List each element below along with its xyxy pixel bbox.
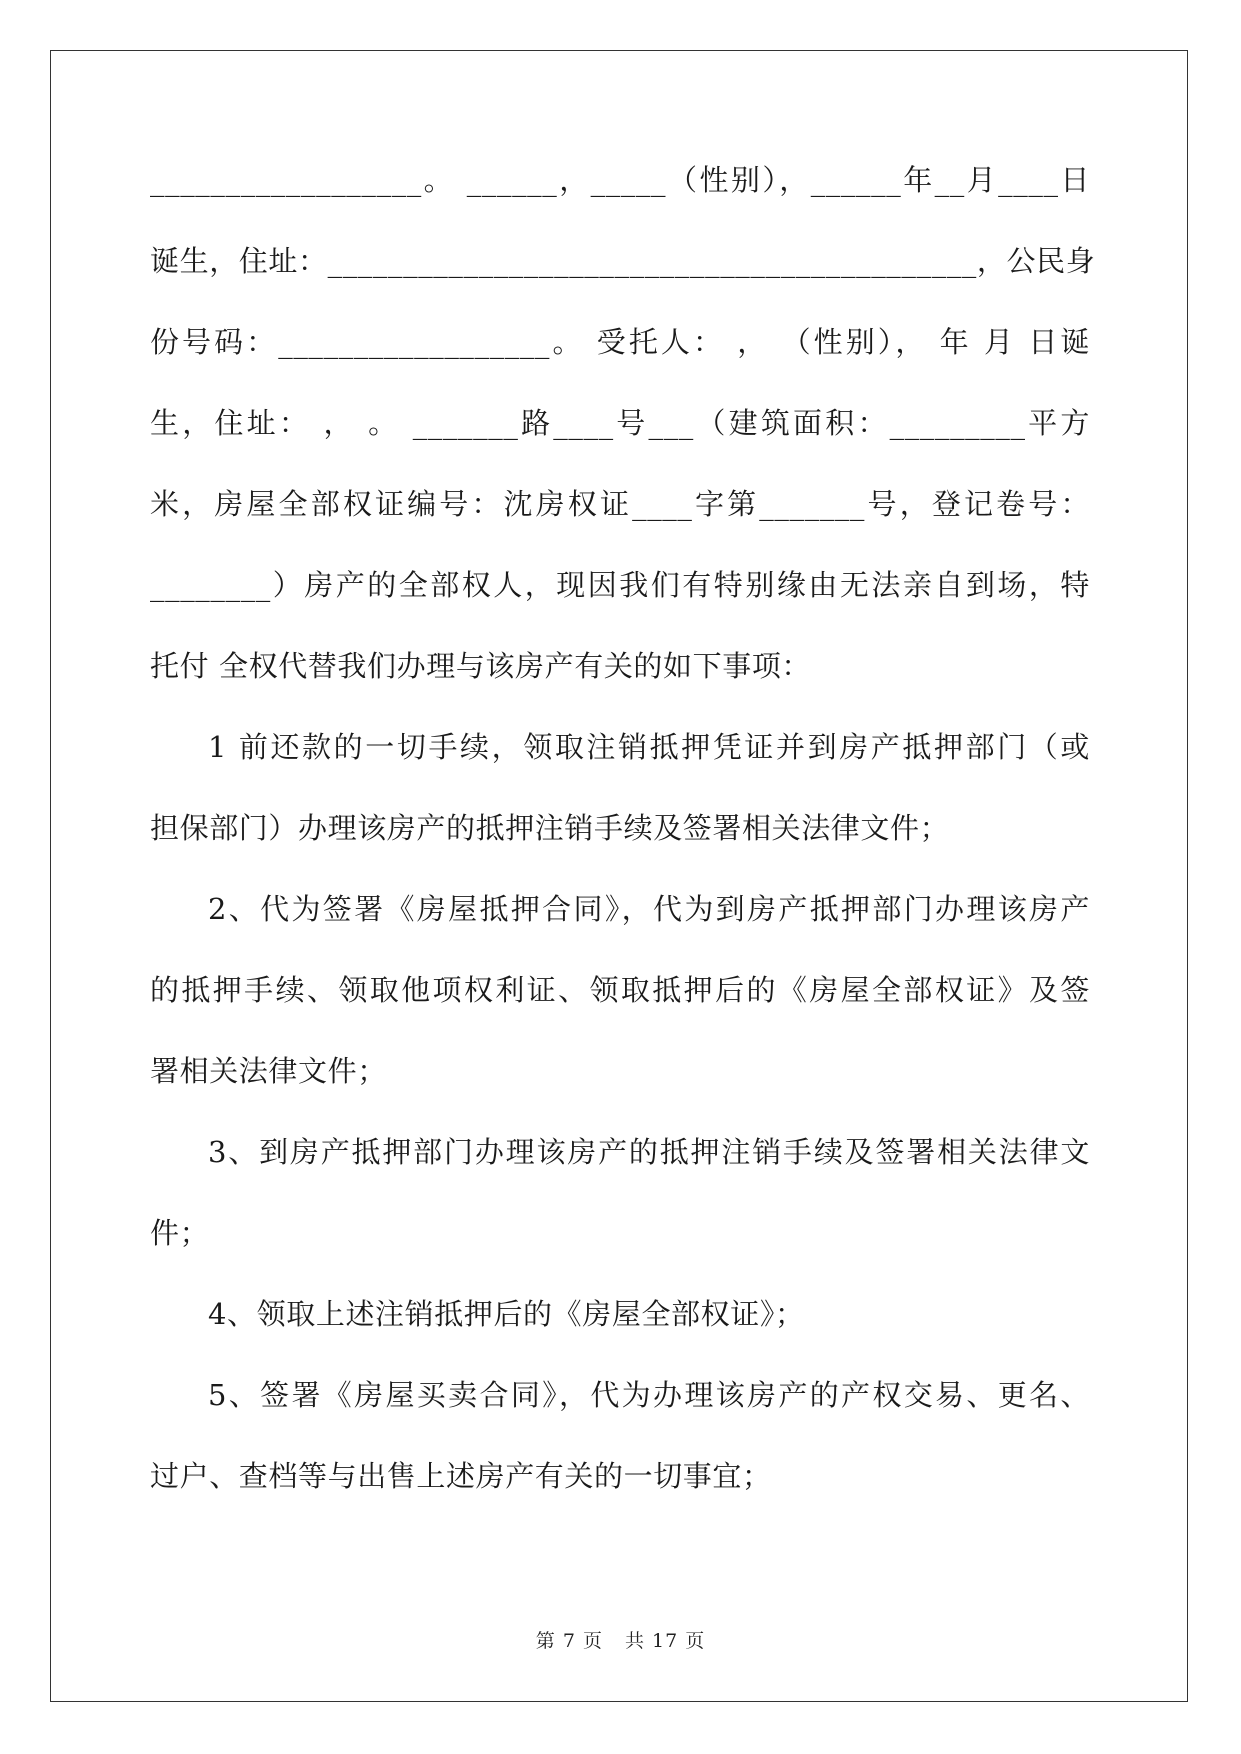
text-line: 件； xyxy=(150,1216,210,1250)
text-line: 的抵押手续、领取他项权利证、领取抵押后的《房屋全部权证》及签 xyxy=(150,973,1090,1007)
page-footer xyxy=(0,1626,1241,1653)
text-line: __________________。 ______，_____（性别），______年__月____日 xyxy=(150,163,1090,197)
text-line: 署相关法律文件； xyxy=(150,1054,387,1088)
text-line: 生，住址： ， 。 _______路____号___（建筑面积：_________平方 xyxy=(150,406,1090,440)
text-line: 3、到房产抵押部门办理该房产的抵押注销手续及签署相关法律文 xyxy=(208,1135,1090,1169)
text-line: 5、签署《房屋买卖合同》，代为办理该房产的产权交易、更名、 xyxy=(208,1378,1090,1412)
page-number: 第 7 页 xyxy=(535,1630,603,1652)
text-line: 1 前还款的一切手续，领取注销抵押凭证并到房产抵押部门（或 xyxy=(208,730,1090,764)
text-line: 份号码：__________________。 受托人： ， （性别）， 年 月 日诞 xyxy=(150,325,1090,359)
text-line: 诞生，住址：___________________________________________，公民身 xyxy=(150,244,1096,278)
page-total: 共 17 页 xyxy=(624,1630,706,1652)
document-body xyxy=(150,160,1096,1537)
text-line: 担保部门）办理该房产的抵押注销手续及签署相关法律文件； xyxy=(150,811,950,845)
text-line: ________）房产的全部权人，现因我们有特别缘由无法亲自到场，特 xyxy=(150,568,1090,602)
text-line: 托付 全权代替我们办理与该房产有关的如下事项： xyxy=(150,649,812,683)
text-line: 过户、查档等与出售上述房产有关的一切事宜； xyxy=(150,1459,772,1493)
text-line: 4、领取上述注销抵押后的《房屋全部权证》； xyxy=(208,1297,805,1331)
text-line: 米，房屋全部权证编号：沈房权证____字第_______号，登记卷号： xyxy=(150,487,1090,521)
text-line: 2、代为签署《房屋抵押合同》，代为到房产抵押部门办理该房产 xyxy=(208,892,1090,926)
